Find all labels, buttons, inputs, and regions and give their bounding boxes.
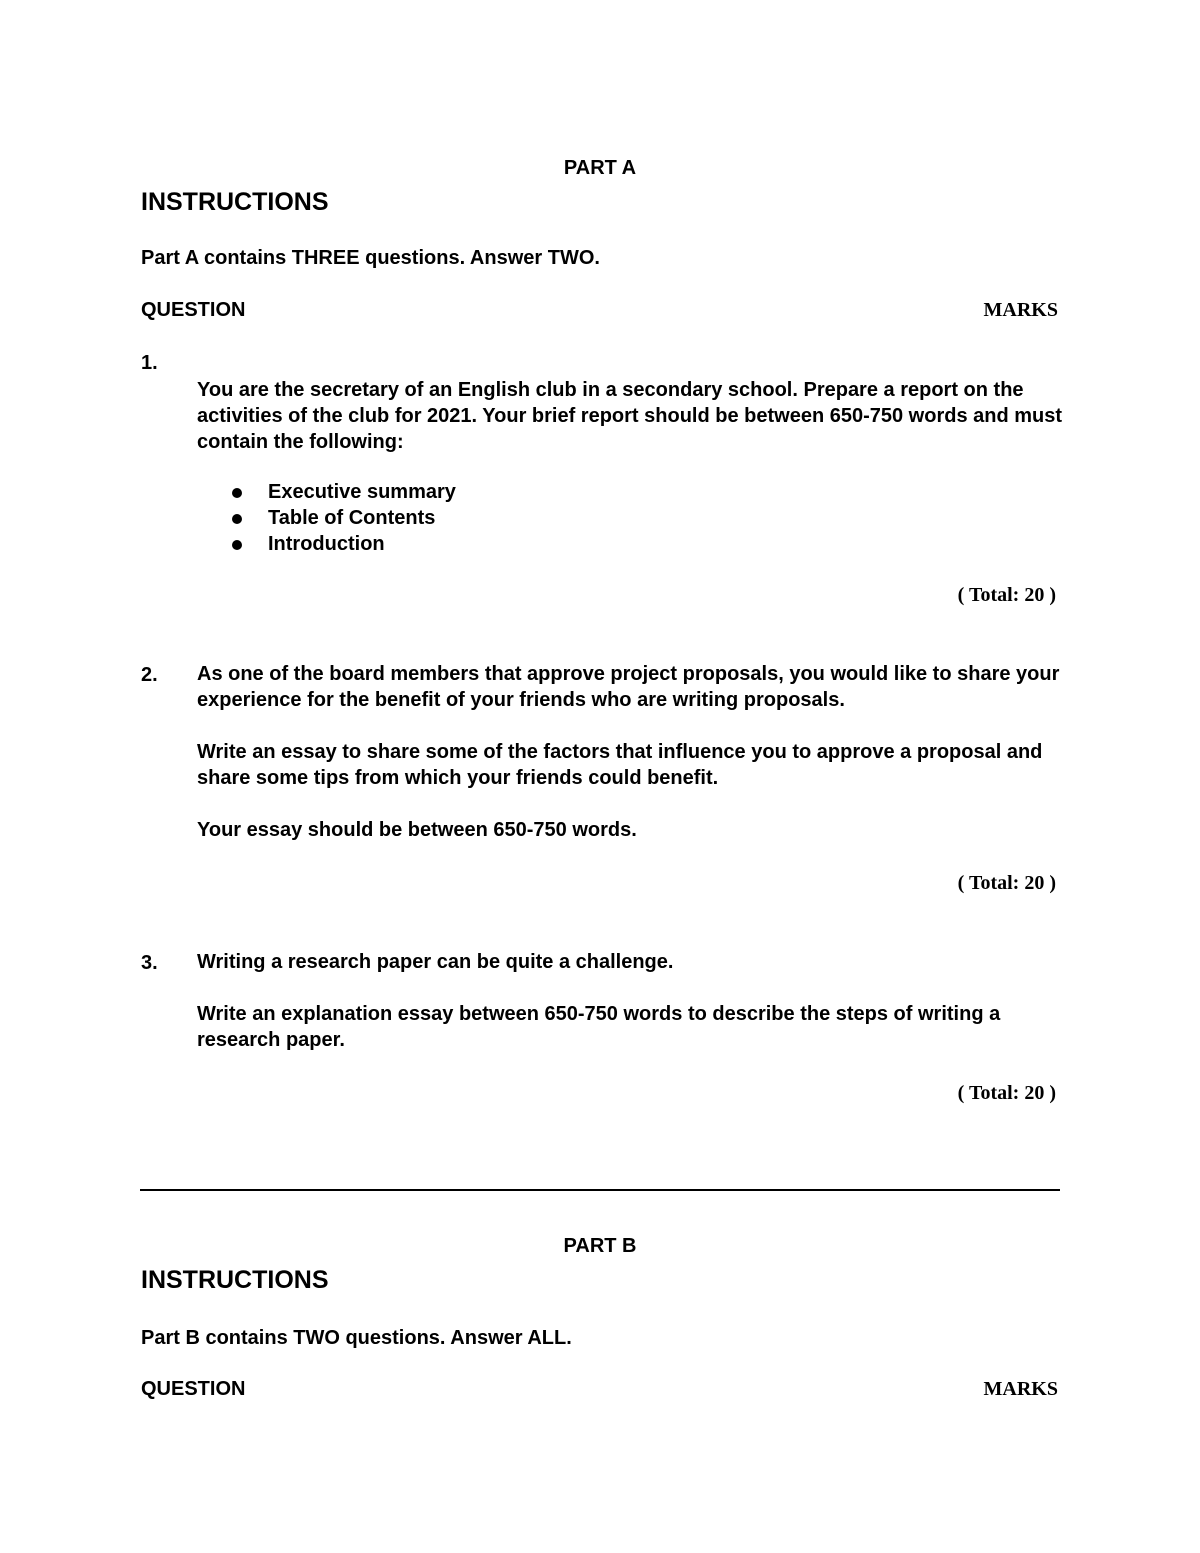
- bullet-item: [197, 505, 797, 531]
- question-2-text-2: Write an essay to share some of the factors that influence you to approve a proposal and share some tips from which your friends could benefit.: [197, 741, 1043, 789]
- question-1-bullet-list: [197, 479, 797, 557]
- bullet-item-label: Table of Contents: [268, 507, 436, 529]
- question-3-text-2: Write an explanation essay between 650-750 words to describe the steps of writing a research paper.: [197, 1003, 1001, 1051]
- part-a-question-label: QUESTION: [141, 299, 246, 321]
- bullet-item: [197, 479, 797, 505]
- bullet-dot-icon: [232, 514, 242, 524]
- part-b-question-label: QUESTION: [141, 1378, 246, 1400]
- bullet-dot-icon: [232, 540, 242, 550]
- part-a-instructions-text: Part A contains THREE questions. Answer TWO.: [141, 247, 600, 269]
- question-2-number: 2.: [141, 664, 158, 686]
- question-2-text-1: As one of the board members that approve project proposals, you would like to share your experience for the benefit of your friends who are writing proposals.: [197, 663, 1060, 711]
- part-a-instructions-heading: INSTRUCTIONS: [141, 188, 329, 216]
- question-2-text-3: Your essay should be between 650-750 words.: [197, 819, 637, 841]
- part-a-title: PART A: [563, 157, 637, 179]
- part-b-instructions-heading: INSTRUCTIONS: [141, 1266, 329, 1294]
- question-3-total: ( Total: 20 ): [957, 1082, 1056, 1104]
- part-b-instructions-text: Part B contains TWO questions. Answer ALL.: [141, 1327, 572, 1349]
- bullet-item-label: Executive summary: [268, 481, 456, 503]
- section-divider: [140, 1189, 1060, 1191]
- bullet-item: [197, 531, 797, 557]
- question-1-number: 1.: [141, 352, 158, 374]
- part-b-marks-label: MARKS: [983, 1378, 1058, 1400]
- question-2-total: ( Total: 20 ): [957, 872, 1056, 894]
- question-1-total: ( Total: 20 ): [957, 584, 1056, 606]
- question-3-text-1: Writing a research paper can be quite a challenge.: [197, 951, 674, 973]
- bullet-item-label: Introduction: [268, 533, 385, 555]
- bullet-dot-icon: [232, 488, 242, 498]
- question-1-text: You are the secretary of an English club in a secondary school. Prepare a report on the activities of the club for 2021. Your brief report should be between 650-750 words and must contain the following:: [197, 379, 1063, 453]
- part-a-marks-label: MARKS: [983, 299, 1058, 321]
- question-3-number: 3.: [141, 952, 158, 974]
- part-b-title: PART B: [563, 1235, 637, 1257]
